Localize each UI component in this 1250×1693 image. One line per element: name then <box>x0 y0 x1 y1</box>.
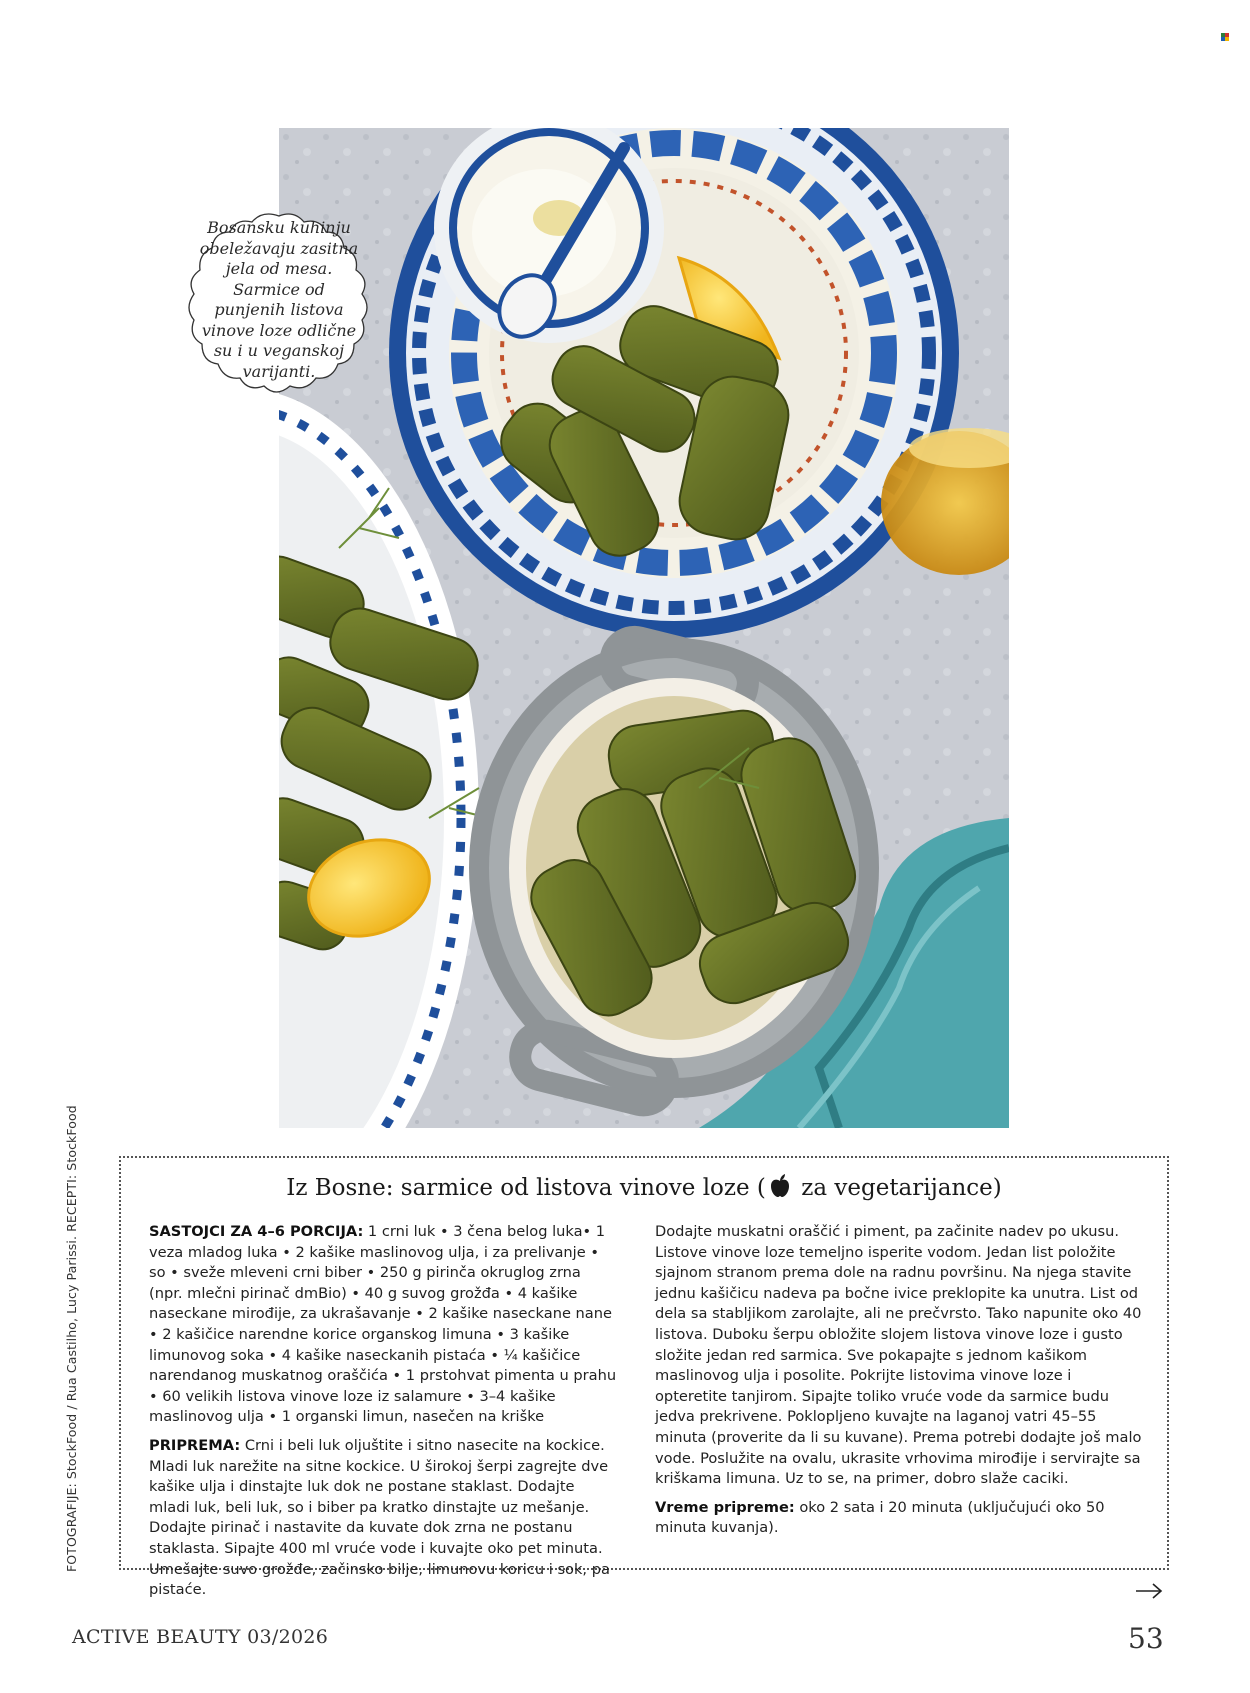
callout-line: Sarmice od <box>233 279 325 299</box>
callout-badge <box>184 212 374 398</box>
prep-time-paragraph <box>655 1498 1143 1539</box>
corner-color-mark <box>1221 33 1229 41</box>
preparation-paragraph <box>149 1436 619 1601</box>
apple-icon <box>769 1174 791 1198</box>
ingredients-text: 1 crni luk • 3 čena belog luka• 1 veza mladog luka • 2 kašike maslinovog ulja, i za prelivanje • so • sveže mleveni crni biber • 250 g pirinča okruglog zrna (npr. mlečni pirinač dmBio) • 40 g suvog grožđa • 4 kašike naseckane mirođije, za ukrašavanje • 2 kašike naseckane nane • 2 kašičice narendne korice organskog limuna • 3 kašike limunovog soka • 4 kašike naseckanih pistaća • ¼ kašičice narendanog muskatnog oraščića • 1 prstohvat pimenta u prahu • 60 velikih listova vinove loze iz salamure • 3–4 kašike maslinovog ulja • 1 organski limun, nasečen na kriške <box>149 1223 617 1426</box>
recipe-title-tail: za vegetarijance) <box>793 1175 1002 1201</box>
preparation-text: Crni i beli luk oljuštite i sitno nasecite na kockice. Mladi luk narežite na sitne kockice. U širokoj šerpi zagrejte dve kašike ulja i dinstajte luk dok ne postane staklast. Dodajte mladi luk, beli luk, so i biber pa kratko dinstajte uz mešanje. Dodajte pirinač i nastavite da kuvate dok zrna ne postanu staklasta. Sipajte 400 ml vruće vode i kuvajte oko pet minuta. Umešajte suvo grožđe, začinsko bilje, limunovu koricu i sok, pa pistaće. <box>149 1436 610 1599</box>
page-number: 53 <box>1128 1622 1164 1655</box>
callout-line: obeležavaju zasitna <box>199 238 359 258</box>
recipe-left-column <box>149 1222 619 1609</box>
recipe-box <box>119 1156 1169 1599</box>
arrow-right-icon <box>1134 1581 1164 1601</box>
prep-time-heading: Vreme pripreme: <box>655 1498 795 1516</box>
callout-line: jela od mesa. <box>225 259 333 278</box>
ingredients-paragraph <box>149 1222 619 1428</box>
footer-issue: ACTIVE BEAUTY 03/2026 <box>72 1626 329 1648</box>
callout-line: varijanti. <box>242 361 316 381</box>
callout-line: su i u veganskoj <box>213 341 345 360</box>
callout-line: Bosansku kuhinju <box>207 218 351 237</box>
preparation-continued: Dodajte muskatni oraščić i piment, pa začinite nadev po ukusu. Listove vinove loze temeljno isperite vodom. Jedan list položite sjajnom stranom prema dole na radnu površinu. Na njega stavite jednu kašičicu nadeva pa bočne ivice preklopite ka unutra. List od dela sa stabljikom zarolajte, ali ne prečvrsto. Tako napunite oko 40 listova. Duboku šerpu obložite slojem listova vinove loze i gusto složite jedan red sarmica. Sve pokapajte s jednom kašikom maslinovog ulja i posolite. Pokrijte listovima vinove loze i opteretite tanjirom. Sipajte toliko vruće vode da sarmice budu jedva prekrivene. Poklopljeno kuvajte na laganoj vatri 45–55 minuta (proverite da li su kuvane). Prema potrebi dodajte još malo vode. Poslužite na ovalu, ukrasite vrhovima mirođije i servirajte sa kriškama limuna. Uz to se, na primer, dobro slaže caciki. <box>655 1223 1142 1488</box>
photo-credit: FOTOGRAFIJE: StockFood / Rua Castilho, Lucy Parissi. RECEPTI: StockFood <box>64 1105 79 1572</box>
ingredients-heading: SASTOJCI ZA 4–6 PORCIJA: <box>149 1223 364 1240</box>
callout-text <box>198 218 360 382</box>
callout-line: vinove loze odlične <box>201 320 357 340</box>
callout-line: punjenih listova <box>214 300 344 319</box>
recipe-right-column <box>655 1222 1143 1547</box>
recipe-title <box>121 1174 1167 1201</box>
preparation-heading: PRIPREMA: <box>149 1436 241 1454</box>
food-photo <box>279 128 1009 1128</box>
recipe-title-main: Iz Bosne: sarmice od listova vinove loze ( <box>286 1175 766 1201</box>
prep-time-text: oko 2 sata i 20 minuta (uključujući oko 50 minuta kuvanja). <box>655 1498 1105 1537</box>
